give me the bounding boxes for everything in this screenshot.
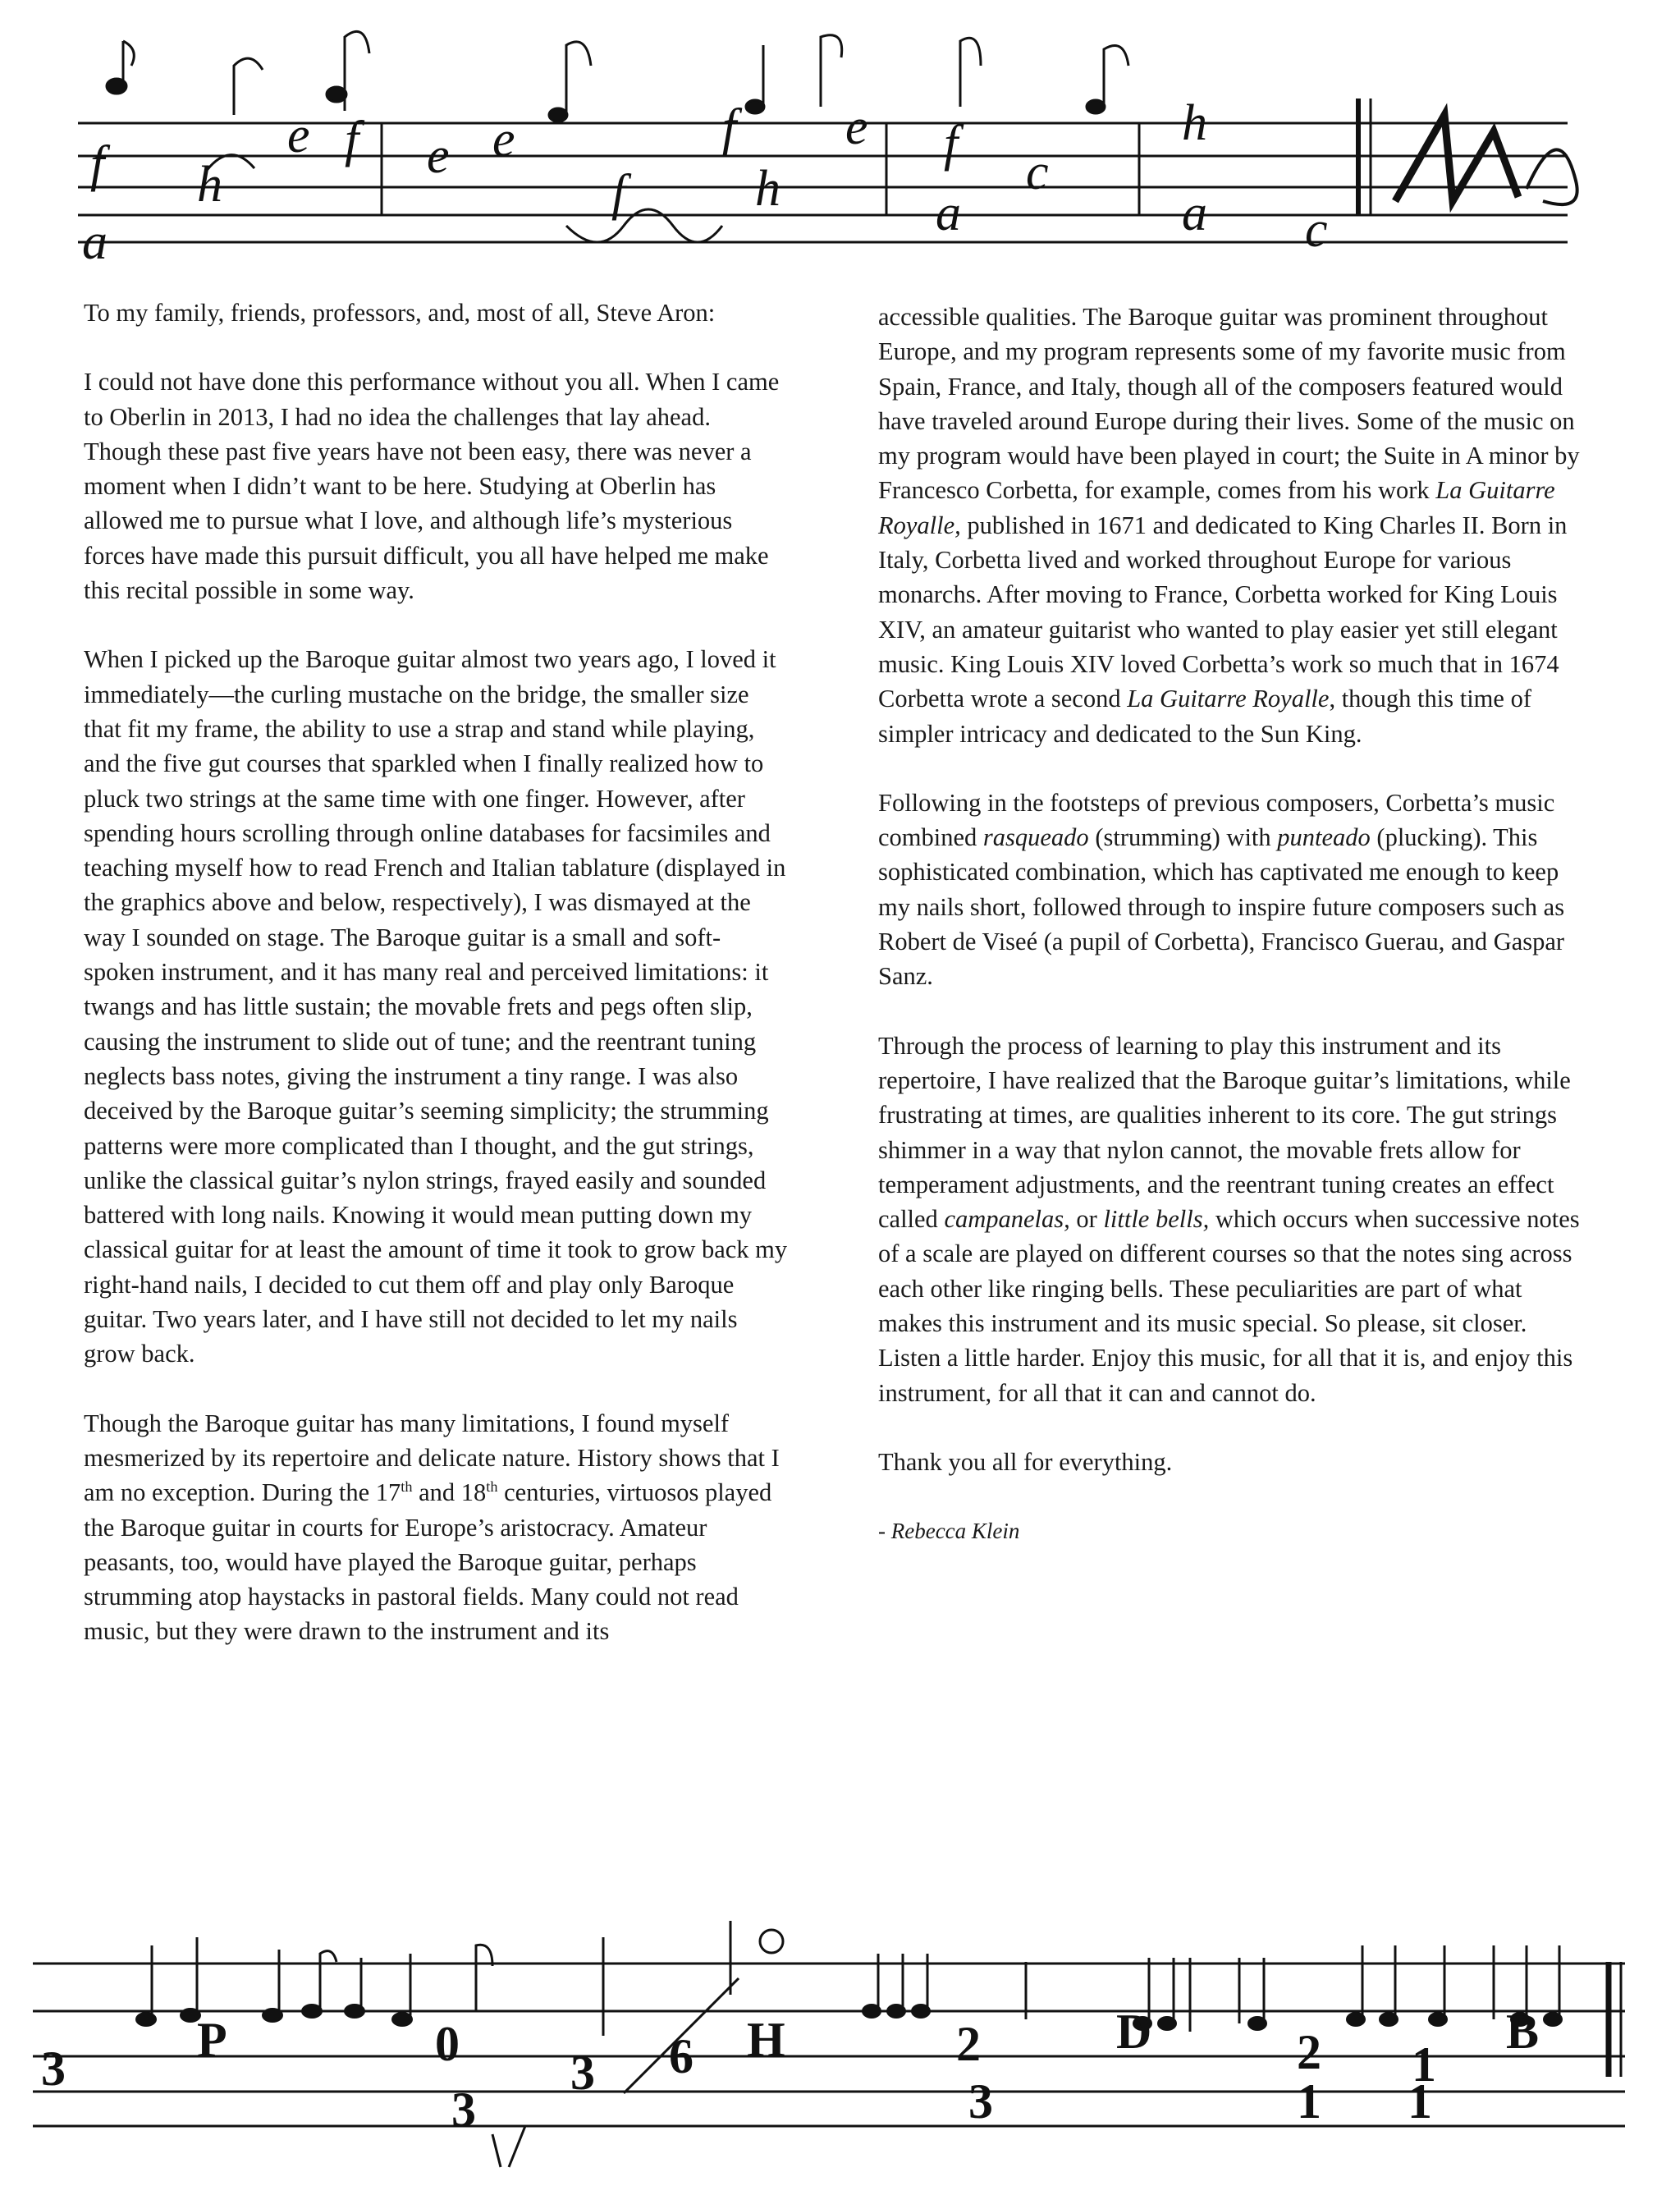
svg-text:1: 1 (1297, 2074, 1321, 2129)
italian-tablature-graphic (0, 1888, 1680, 2195)
svg-text:B: B (1506, 2005, 1540, 2059)
svg-text:c: c (1305, 202, 1328, 258)
french-tablature-staff (0, 0, 1680, 271)
svg-text:H: H (747, 2013, 785, 2067)
svg-text:a: a (1182, 186, 1207, 241)
letter-left-column (84, 296, 790, 1649)
svg-text:1: 1 (1408, 2074, 1432, 2129)
svg-text:e: e (845, 99, 868, 155)
svg-text:3: 3 (570, 2046, 595, 2100)
svg-text:3: 3 (451, 2083, 476, 2137)
french-tablature-graphic (0, 0, 1680, 271)
svg-text:c: c (1026, 144, 1049, 200)
signature: - Rebecca Klein (878, 1519, 1020, 1544)
svg-text:2: 2 (1297, 2025, 1321, 2079)
svg-text:e: e (427, 128, 450, 184)
svg-text:h: h (197, 157, 222, 213)
svg-text:f: f (611, 165, 626, 221)
paragraph-6: Through the process of learning to play this instrument and its repertoire, I have realized that the Baroque guitar’s limitations, while frustrating at times, are qualities inherent to its core. The gut strings shimmer in a way that nylon cannot, the movable frets allow for temperament adjustments, and the reentrant tuning creates an effect called campanelas, or little bells, which occurs when successive notes of a scale are played on different courses so that the notes sing across each other like ringing bells. These peculiarities are part of what makes this instrument and its music special. So please, sit closer. Listen a little harder. Enjoy this music, for all that it is, and enjoy this instrument, for all that it can and cannot do. (878, 1031, 1580, 1407)
svg-text:a: a (936, 186, 961, 241)
svg-text:3: 3 (968, 2074, 993, 2129)
svg-text:6: 6 (669, 2029, 694, 2083)
svg-text:0: 0 (435, 2017, 460, 2071)
svg-text:f: f (90, 136, 105, 192)
italian-tablature-staff (0, 1888, 1680, 2195)
paragraph-5: Following in the footsteps of previous composers, Corbetta’s music combined rasqueado (strumming) with punteado (plucking). This sophisticated combination, which has captivated me enough to keep my nails short, followed through to inspire future composers such as Robert de Viseé (a pupil of Corbetta), Francisco Guerau, and Gaspar Sanz. (878, 788, 1565, 991)
svg-text:e: e (492, 112, 515, 167)
svg-text:a: a (82, 214, 108, 270)
svg-text:e: e (287, 108, 310, 163)
svg-text:2: 2 (956, 2017, 981, 2071)
paragraph-1: I could not have done this performance without you all. When I came to Oberlin in 2013, I had no idea the challenges that lay ahead. Though these past five years have not been easy, there was never a moment when I didn’t want to be here. Studying at Oberlin has allowed me to pursue what I love, and although life’s mysterious forces have made this pursuit difficult, you all have helped me make this recital possible in some way. (84, 368, 780, 605)
svg-text:f: f (722, 99, 737, 155)
closing-line: Thank you all for everything. (878, 1447, 1173, 1476)
salutation: To my family, friends, professors, and, most of all, Steve Aron: (84, 299, 716, 327)
letter-right-column (878, 300, 1584, 1583)
svg-text:P: P (197, 2013, 227, 2067)
paragraph-4: accessible qualities. The Baroque guitar was prominent throughout Europe, and my program represents some of my favorite music from Spain, France, and Italy, though all of the composers featured would have traveled around Europe during their lives. Some of the music on my program would have been played in court; the Suite in A minor by Francesco Corbetta, for example, comes from his work La Guitarre Royalle, published in 1671 and dedicated to King Charles II. Born in Italy, Corbetta lived and worked throughout Europe for various monarchs. After moving to France, Corbetta worked for King Louis XIV, an amateur guitarist who wanted to play easier yet still elegant music. King Louis XIV loved Corbetta’s work so much that in 1674 Corbetta wrote a second La Guitarre Royalle, though this time of simpler intricacy and dedicated to the Sun King. (878, 303, 1580, 748)
svg-text:h: h (1182, 95, 1207, 151)
svg-text:1: 1 (1412, 2037, 1436, 2092)
svg-text:h: h (755, 161, 780, 217)
svg-text:f: f (944, 116, 959, 172)
svg-text:3: 3 (41, 2041, 66, 2096)
paragraph-3: Though the Baroque guitar has many limitations, I found myself mesmerized by its repertoire and delicate nature. History shows that I am no exception. During the 17th and 18th centuries, virtuosos played the Baroque guitar in courts for Europe’s aristocracy. Amateur peasants, too, would have played the Baroque guitar, perhaps strumming atop haystacks in pastoral fields. Many could not read music, but they were drawn to the instrument and its (84, 1409, 780, 1646)
svg-text:f: f (345, 112, 359, 167)
svg-text:D: D (1116, 2005, 1152, 2059)
paragraph-2: When I picked up the Baroque guitar almost two years ago, I loved it immediately—the curling mustache on the bridge, the smaller size that fit my frame, the ability to use a strap and stand while playing, and the five gut courses that sparkled when I finally realized how to pluck two strings at the same time with one finger. However, after spending hours scrolling through online databases for facsimiles and teaching myself how to read French and Italian tablature (displayed in the graphics above and below, respectively), I was dismayed at the way I sounded on stage. The Baroque guitar is a small and soft-spoken instrument, and it has many real and perceived limitations: it twangs and has little sustain; the movable frets and pegs often slip, causing the instrument to slide out of tune; and the reentrant tuning neglects bass notes, giving the instrument a tiny range. I was also deceived by the Baroque guitar’s seeming simplicity; the strumming patterns were more complicated than I thought, and the gut strings, unlike the classical guitar’s nylon strings, frayed easily and sounded battered with long nails. Knowing it would mean putting down my classical guitar for at least the amount of time it took to grow back my right-hand nails, I decided to cut them off and play only Baroque guitar. Two years later, and I have still not decided to let my nails grow back. (84, 645, 788, 1368)
